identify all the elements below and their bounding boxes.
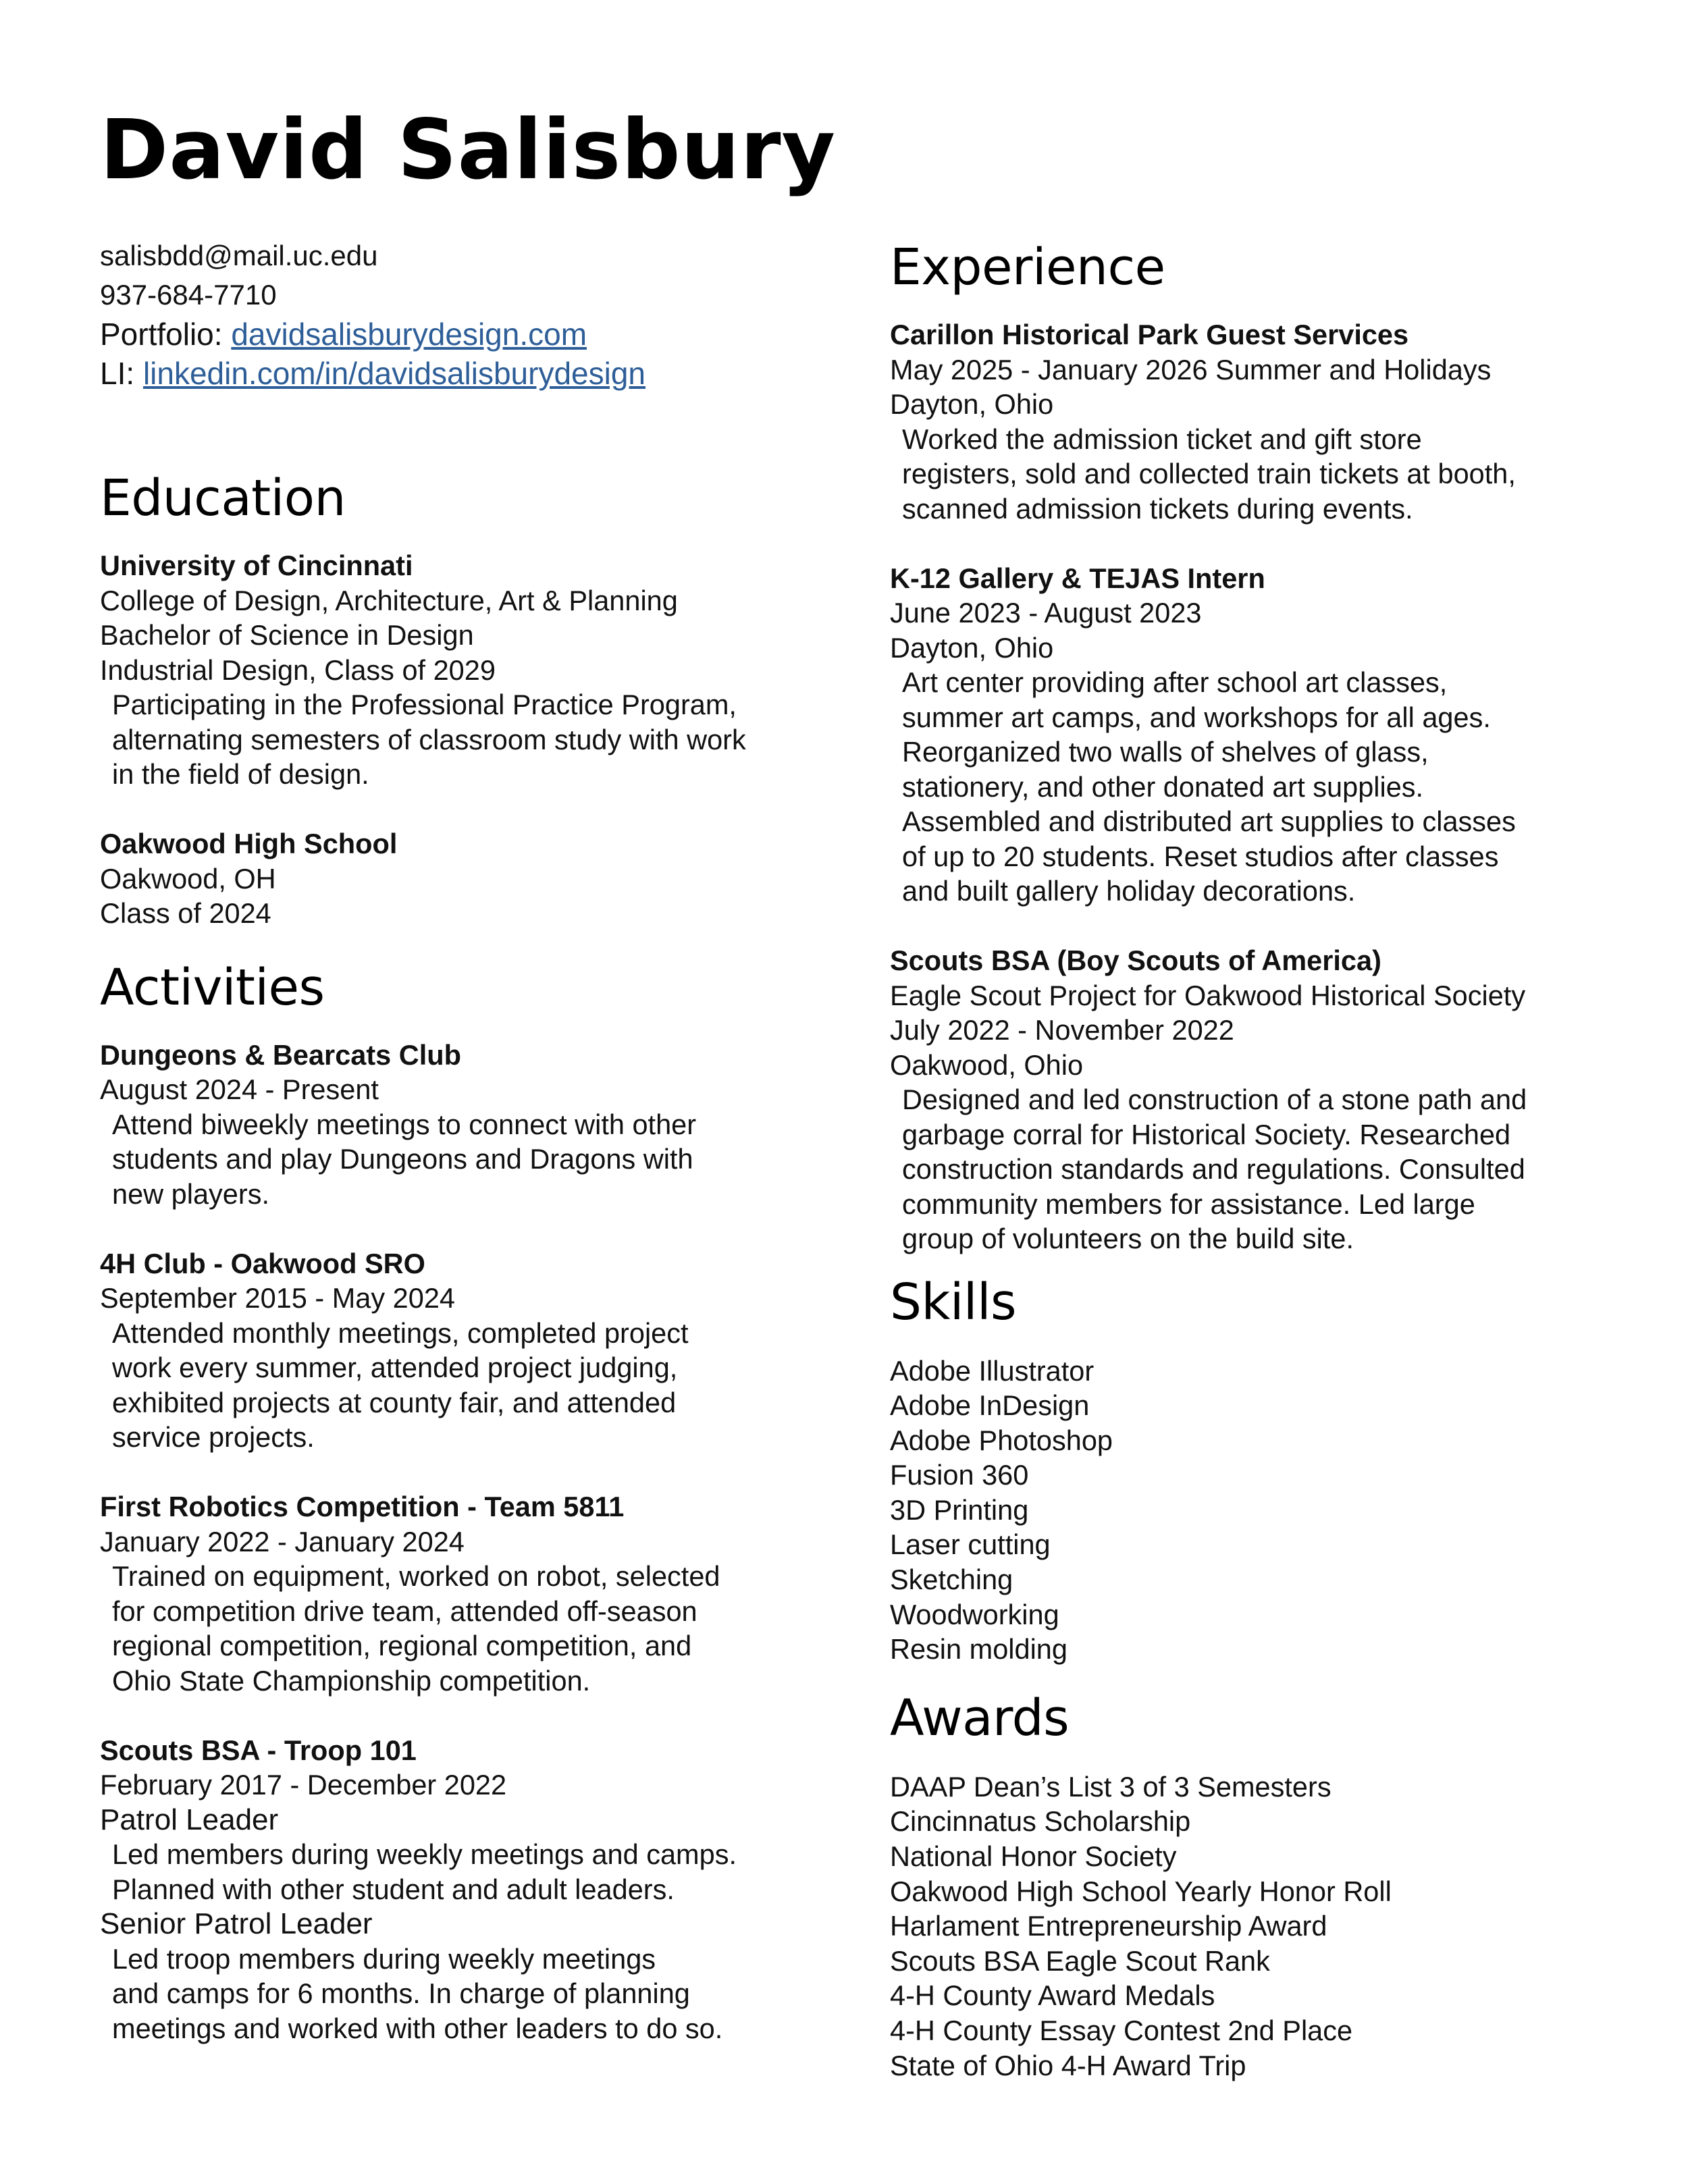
description-line: Trained on equipment, worked on robot, selected <box>112 1560 720 1592</box>
description-line: meetings and worked with other leaders to do so. <box>112 2012 723 2044</box>
description-line: of up to 20 students. Reset studios after classes <box>902 840 1499 872</box>
entry-description <box>890 1082 1639 1256</box>
entry-title: Oakwood High School <box>100 828 398 859</box>
right-column <box>890 235 1639 2083</box>
activities-section <box>100 955 856 2046</box>
resume-name: David Salisbury <box>100 102 837 198</box>
portfolio-link[interactable]: davidsalisburydesign.com <box>231 317 587 352</box>
description-line: and camps for 6 months. In charge of planning <box>112 1977 690 2009</box>
skill-item: 3D Printing <box>890 1493 1029 1526</box>
entry-description <box>100 687 856 792</box>
education-section <box>100 466 856 931</box>
entry-detail: September 2015 - May 2024 <box>100 1282 455 1314</box>
awards-heading: Awards <box>890 1688 1070 1747</box>
entry <box>100 1038 856 1212</box>
entry <box>890 317 1639 526</box>
entry-description <box>100 1942 856 2046</box>
description-line: Led members during weekly meetings and camps. <box>112 1838 737 1870</box>
entry-detail: May 2025 - January 2026 Summer and Holidays <box>890 353 1492 385</box>
entry <box>100 548 856 792</box>
entry-detail: Eagle Scout Project for Oakwood Historical Society <box>890 979 1526 1011</box>
entry-role: Patrol Leader <box>100 1803 279 1836</box>
description-line: Participating in the Professional Practice Program, <box>112 689 737 720</box>
skill-item: Resin molding <box>890 1633 1067 1666</box>
entry <box>890 943 1639 1256</box>
contact-email[interactable]: salisbdd@mail.uc.edu <box>100 240 378 271</box>
awards-section <box>890 1686 1639 2083</box>
linkedin-link[interactable]: linkedin.com/in/davidsalisburydesign <box>142 356 646 391</box>
description-line: Led troop members during weekly meetings <box>112 1942 656 1975</box>
description-line: Worked the admission ticket and gift store <box>902 423 1422 455</box>
entry-detail: Oakwood, Ohio <box>890 1048 1084 1081</box>
entry-detail: Oakwood, OH <box>100 862 276 895</box>
description-line: and built gallery holiday decorations. <box>902 875 1356 907</box>
skill-item: Adobe Illustrator <box>890 1354 1094 1387</box>
description-line: Reorganized two walls of shelves of glass, <box>902 736 1429 768</box>
award-item: Harlament Entrepreneurship Award <box>890 1910 1327 1942</box>
entry-detail: Dayton, Ohio <box>890 388 1054 420</box>
description-line: in the field of design. <box>112 758 369 790</box>
entry-detail: College of Design, Architecture, Art & Planning <box>100 584 678 616</box>
award-item: National Honor Society <box>890 1840 1177 1873</box>
award-item: 4-H County Essay Contest 2nd Place <box>890 2015 1353 2046</box>
entry-title: Dungeons & Bearcats Club <box>100 1038 461 1071</box>
entry-title: Scouts BSA (Boy Scouts of America) <box>890 944 1381 976</box>
activities-entries <box>100 1038 856 2046</box>
activities-heading: Activities <box>100 958 325 1017</box>
entry-detail: Class of 2024 <box>100 897 271 929</box>
description-line: scanned admission tickets during events. <box>902 492 1413 525</box>
entry-description <box>890 665 1639 909</box>
entry-description <box>100 1107 856 1212</box>
description-line: Attend biweekly meetings to connect with other <box>112 1108 697 1140</box>
description-line: Designed and led construction of a stone path and <box>902 1084 1527 1115</box>
entry <box>100 1246 856 1455</box>
description-line: stationery, and other donated art supplies. <box>902 770 1424 803</box>
skills-heading: Skills <box>890 1273 1017 1331</box>
description-line: summer art camps, and workshops for all ages. <box>902 701 1491 733</box>
left-column <box>100 466 856 2046</box>
description-line: regional competition, regional competition, and <box>112 1630 692 1661</box>
skills-list <box>890 1354 1639 1667</box>
award-item: State of Ohio 4-H Award Trip <box>890 2049 1246 2081</box>
entry-detail: Dayton, Ohio <box>890 631 1054 664</box>
description-line: Attended monthly meetings, completed project <box>112 1316 689 1349</box>
entry-description <box>100 1837 856 1907</box>
entry-detail: June 2023 - August 2023 <box>890 597 1202 629</box>
entry-detail: February 2017 - December 2022 <box>100 1769 507 1801</box>
education-heading: Education <box>100 469 346 527</box>
entry-title: K-12 Gallery & TEJAS Intern <box>890 562 1265 594</box>
award-item: 4-H County Award Medals <box>890 1979 1215 2012</box>
experience-heading: Experience <box>890 238 1165 296</box>
entry-title: Carillon Historical Park Guest Services <box>890 319 1409 350</box>
description-line: community members for assistance. Led large <box>902 1188 1475 1220</box>
description-line: group of volunteers on the build site. <box>902 1223 1354 1254</box>
entry-detail: July 2022 - November 2022 <box>890 1014 1234 1046</box>
description-line: garbage corral for Historical Society. Researched <box>902 1118 1511 1150</box>
linkedin-label: LI: <box>100 356 143 391</box>
skill-item: Adobe Photoshop <box>890 1424 1113 1456</box>
skill-item: Adobe InDesign <box>890 1389 1090 1422</box>
experience-section <box>890 235 1639 1256</box>
description-line: registers, sold and collected train tickets at booth, <box>902 458 1516 489</box>
entry <box>100 1489 856 1698</box>
description-line: alternating semesters of classroom study with work <box>112 723 746 755</box>
contact-portfolio <box>100 315 843 354</box>
description-line: construction standards and regulations. Consulted <box>902 1153 1525 1185</box>
description-line: exhibited projects at county fair, and attended <box>112 1386 677 1418</box>
skill-item: Sketching <box>890 1564 1013 1596</box>
award-item: Oakwood High School Yearly Honor Roll <box>890 1875 1392 1907</box>
entry-detail: January 2022 - January 2024 <box>100 1525 465 1557</box>
entry-title: First Robotics Competition - Team 5811 <box>100 1491 625 1522</box>
skill-item: Woodworking <box>890 1598 1059 1630</box>
skills-section <box>890 1270 1639 1667</box>
awards-list <box>890 1769 1639 2083</box>
entry-detail: Industrial Design, Class of 2029 <box>100 654 496 686</box>
description-line: work every summer, attended project judging, <box>112 1352 678 1383</box>
skill-item: Laser cutting <box>890 1528 1051 1561</box>
education-entries <box>100 548 856 931</box>
award-item: DAAP Dean’s List 3 of 3 Semesters <box>890 1770 1331 1803</box>
entry-description <box>100 1559 856 1698</box>
entry <box>100 1733 856 2046</box>
portfolio-label: Portfolio: <box>100 317 232 352</box>
entry-title: University of Cincinnati <box>100 550 413 581</box>
description-line: Assembled and distributed art supplies to classes <box>902 805 1516 837</box>
entry-description <box>100 1316 856 1455</box>
experience-entries <box>890 317 1639 1256</box>
entry-role: Senior Patrol Leader <box>100 1907 373 1940</box>
award-item: Cincinnatus Scholarship <box>890 1805 1191 1838</box>
contact-phone: 937-684-7710 <box>100 279 277 311</box>
contact-linkedin <box>100 354 843 393</box>
entry-description <box>890 422 1639 527</box>
description-line: new players. <box>112 1177 269 1210</box>
description-line: for competition drive team, attended off-season <box>112 1595 697 1627</box>
entry-title: 4H Club - Oakwood SRO <box>100 1247 425 1279</box>
contact-info <box>100 236 843 393</box>
entry-detail: Bachelor of Science in Design <box>100 619 474 651</box>
description-line: Art center providing after school art classes, <box>902 666 1448 698</box>
entry <box>890 561 1639 909</box>
description-line: Planned with other student and adult leaders. <box>112 1873 675 1905</box>
award-item: Scouts BSA Eagle Scout Rank <box>890 1944 1270 1977</box>
description-line: Ohio State Championship competition. <box>112 1664 591 1697</box>
description-line: service projects. <box>112 1421 315 1453</box>
skill-item: Fusion 360 <box>890 1459 1029 1491</box>
entry-detail: August 2024 - Present <box>100 1073 379 1105</box>
entry <box>100 826 856 931</box>
entry-title: Scouts BSA - Troop 101 <box>100 1734 417 1766</box>
description-line: students and play Dungeons and Dragons with <box>112 1143 693 1175</box>
